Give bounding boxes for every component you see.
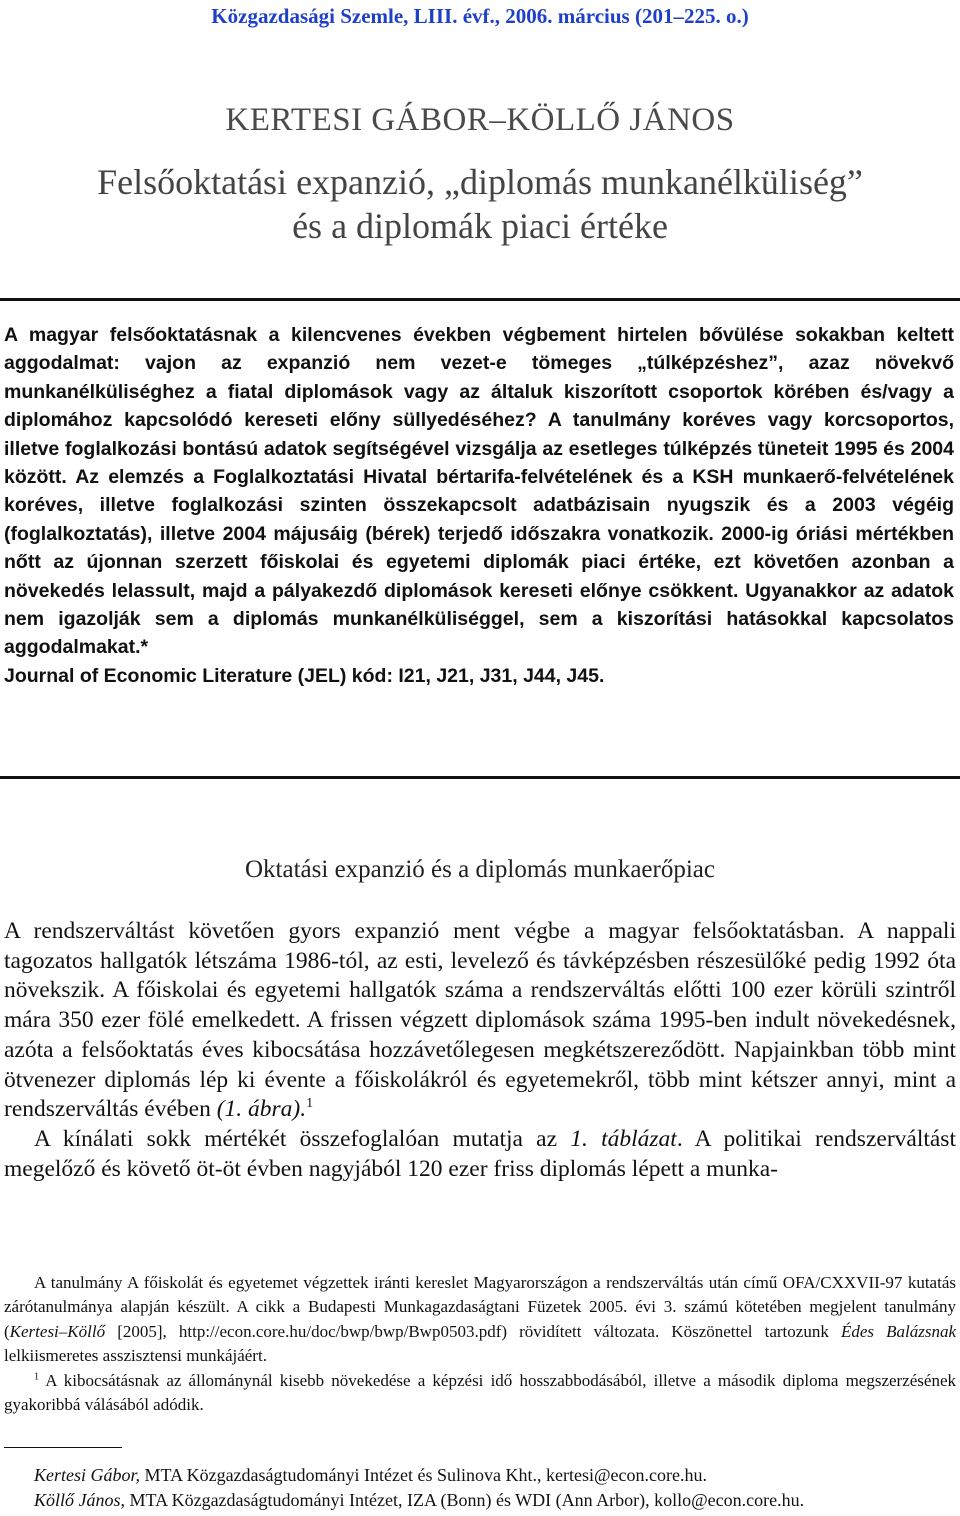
affiliation-kollo-name: Köllő János <box>34 1490 121 1510</box>
figure-reference[interactable]: (1. ábra). <box>216 1096 307 1123</box>
table-reference[interactable]: 1. táblázat <box>570 1125 677 1152</box>
affiliation-kollo <box>4 1488 956 1513</box>
footnote-star-text-a: A tanulmány A főiskolát és egyetemet végzettek iránti kereslet Magyarországon a rendszerváltás után című OFA/CXXVII-97 kutatás zárótanulmánya alapján készült. A cikk a Budapesti Munkagazdaságtani Füzetek 2005. évi 3. számú kötetében megjelent tanulmány ( <box>4 1273 956 1341</box>
journal-header: Közgazdasági Szemle, LIII. évf., 2006. március (201–225. o.) <box>211 4 749 28</box>
author-affiliations <box>4 1463 956 1513</box>
abstract-text: A magyar felsőoktatásnak a kilencvenes években végbement hirtelen bővülése sokakban keltett aggodalmat: vajon az expanzió nem vezet-e tömeges „túlképzéshez”, azaz növekvő munkanélküliséghez a fiatal diplomások vagy az általuk kiszorított csoportok körében és/vagy a diplomához kapcsolódó kereseti előny süllyedéséhez? A tanulmány koréves vagy korcsoportos, illetve foglalkozási bontású adatok segítségével vizsgálja az esetleges túlképzés tüneteit 1995 és 2004 között. Az elemzés a Foglalkoztatási Hivatal bértarifa-felvételének és a KSH munkaerő-felvételének koréves, illetve foglalkozási szinten összekapcsolt adatbázisain nyugszik és a 2003 végéig (foglalkoztatás), illetve 2004 májusáig (bérek) terjedő időszakra vonatkozik. 2000-ig óriási mértékben nőtt az újonnan szerzett főiskolai és egyetemi diplomák piaci értéke, ezt követően azonban a növekedés lelassult, majd a pályakezdő diplomások kereseti előnye csökkent. Ugyanakkor az adatok nem igazolják sem a diplomás munkanélküliséggel, sem a kiszorítási hatásokkal kapcsolatos aggodalmakat.* <box>4 324 954 659</box>
article-authors: KERTESI GÁBOR–KÖLLŐ JÁNOS <box>225 102 735 138</box>
affiliation-kollo-text: , MTA Közgazdaságtudományi Intézet, IZA (Bonn) és WDI (Ann Arbor), kollo@econ.core.hu. <box>120 1490 805 1510</box>
body-paragraph-1 <box>4 917 956 1125</box>
footnote-1-marker: 1 <box>34 1370 40 1382</box>
footnote-marker-1[interactable]: 1 <box>306 1095 314 1112</box>
article-title-line-1: Felsőoktatási expanzió, „diplomás munkanélküliség” <box>97 162 863 202</box>
footnote-citation: Kertesi–Köllő <box>9 1321 106 1341</box>
affiliation-kertesi <box>4 1463 956 1488</box>
affiliation-separator <box>4 1447 122 1448</box>
body-paragraph-2-start: A kínálati sokk mértékét összefoglalóan mutatja az <box>34 1125 571 1152</box>
section-heading: Oktatási expanzió és a diplomás munkaerőpiac <box>245 856 715 883</box>
article-title-line-2: és a diplomák piaci értéke <box>292 206 668 246</box>
footnote-star <box>4 1271 956 1369</box>
body-text <box>4 917 956 1184</box>
footnotes <box>4 1271 956 1417</box>
footnote-1-text: A kibocsátásnak az állománynál kisebb növekedése a képzési idő hosszabbodásából, illetve a második diploma megszerzésének gyakoribbá válásából adódik. <box>4 1370 956 1415</box>
footnote-star-text-c: lelkiismeretes asszisztensi munkájáért. <box>4 1346 267 1366</box>
abstract <box>4 321 954 690</box>
body-paragraph-2-end: . A politikai rendszerváltást megelőző és követő öt-öt évben nagyjából 120 ezer friss diplomás lépett a munka- <box>4 1125 956 1182</box>
affiliation-kertesi-name: Kertesi Gábor, <box>34 1465 141 1485</box>
jel-codes: Journal of Economic Literature (JEL) kód: I21, J21, J31, J44, J45. <box>4 664 605 687</box>
body-paragraph-1-text: A rendszerváltást követően gyors expanzió ment végbe a magyar felsőoktatásban. A nappali tagozatos hallgatók létszáma 1986-tól, az esti, levelező és távképzésben részesülőké pedig 1992 óta növekszik. A főiskolai és egyetemi hallgatók száma a rendszerváltás előtti 100 ezer körüli szintről mára 350 ezer fölé emelkedett. A frissen végzett diplomások száma 1995-ben indult növekedésnek, azóta a felsőoktatás éves kibocsátása hozzávetőlegesen megkétszereződött. Napjainkban több mint ötvenezer diplomás lép ki évente a főiskolákról és egyetemekről, több mint kétszer annyi, mint a rendszerváltás évében <box>4 918 956 1123</box>
article-title <box>0 160 960 248</box>
affiliation-kertesi-text: MTA Közgazdaságtudományi Intézet és Sulinova Kht., kertesi@econ.core.hu. <box>140 1465 707 1485</box>
abstract-bottom-rule <box>0 776 960 779</box>
body-paragraph-2 <box>4 1125 956 1184</box>
footnote-1 <box>4 1369 956 1418</box>
abstract-top-rule <box>0 298 960 301</box>
footnote-star-text-b: [2005], http://econ.core.hu/doc/bwp/bwp/Bwp0503.pdf) rövidített változata. Köszönettel tartozunk <box>105 1321 841 1341</box>
footnote-acknowledged-name: Édes Balázsnak <box>840 1321 957 1341</box>
